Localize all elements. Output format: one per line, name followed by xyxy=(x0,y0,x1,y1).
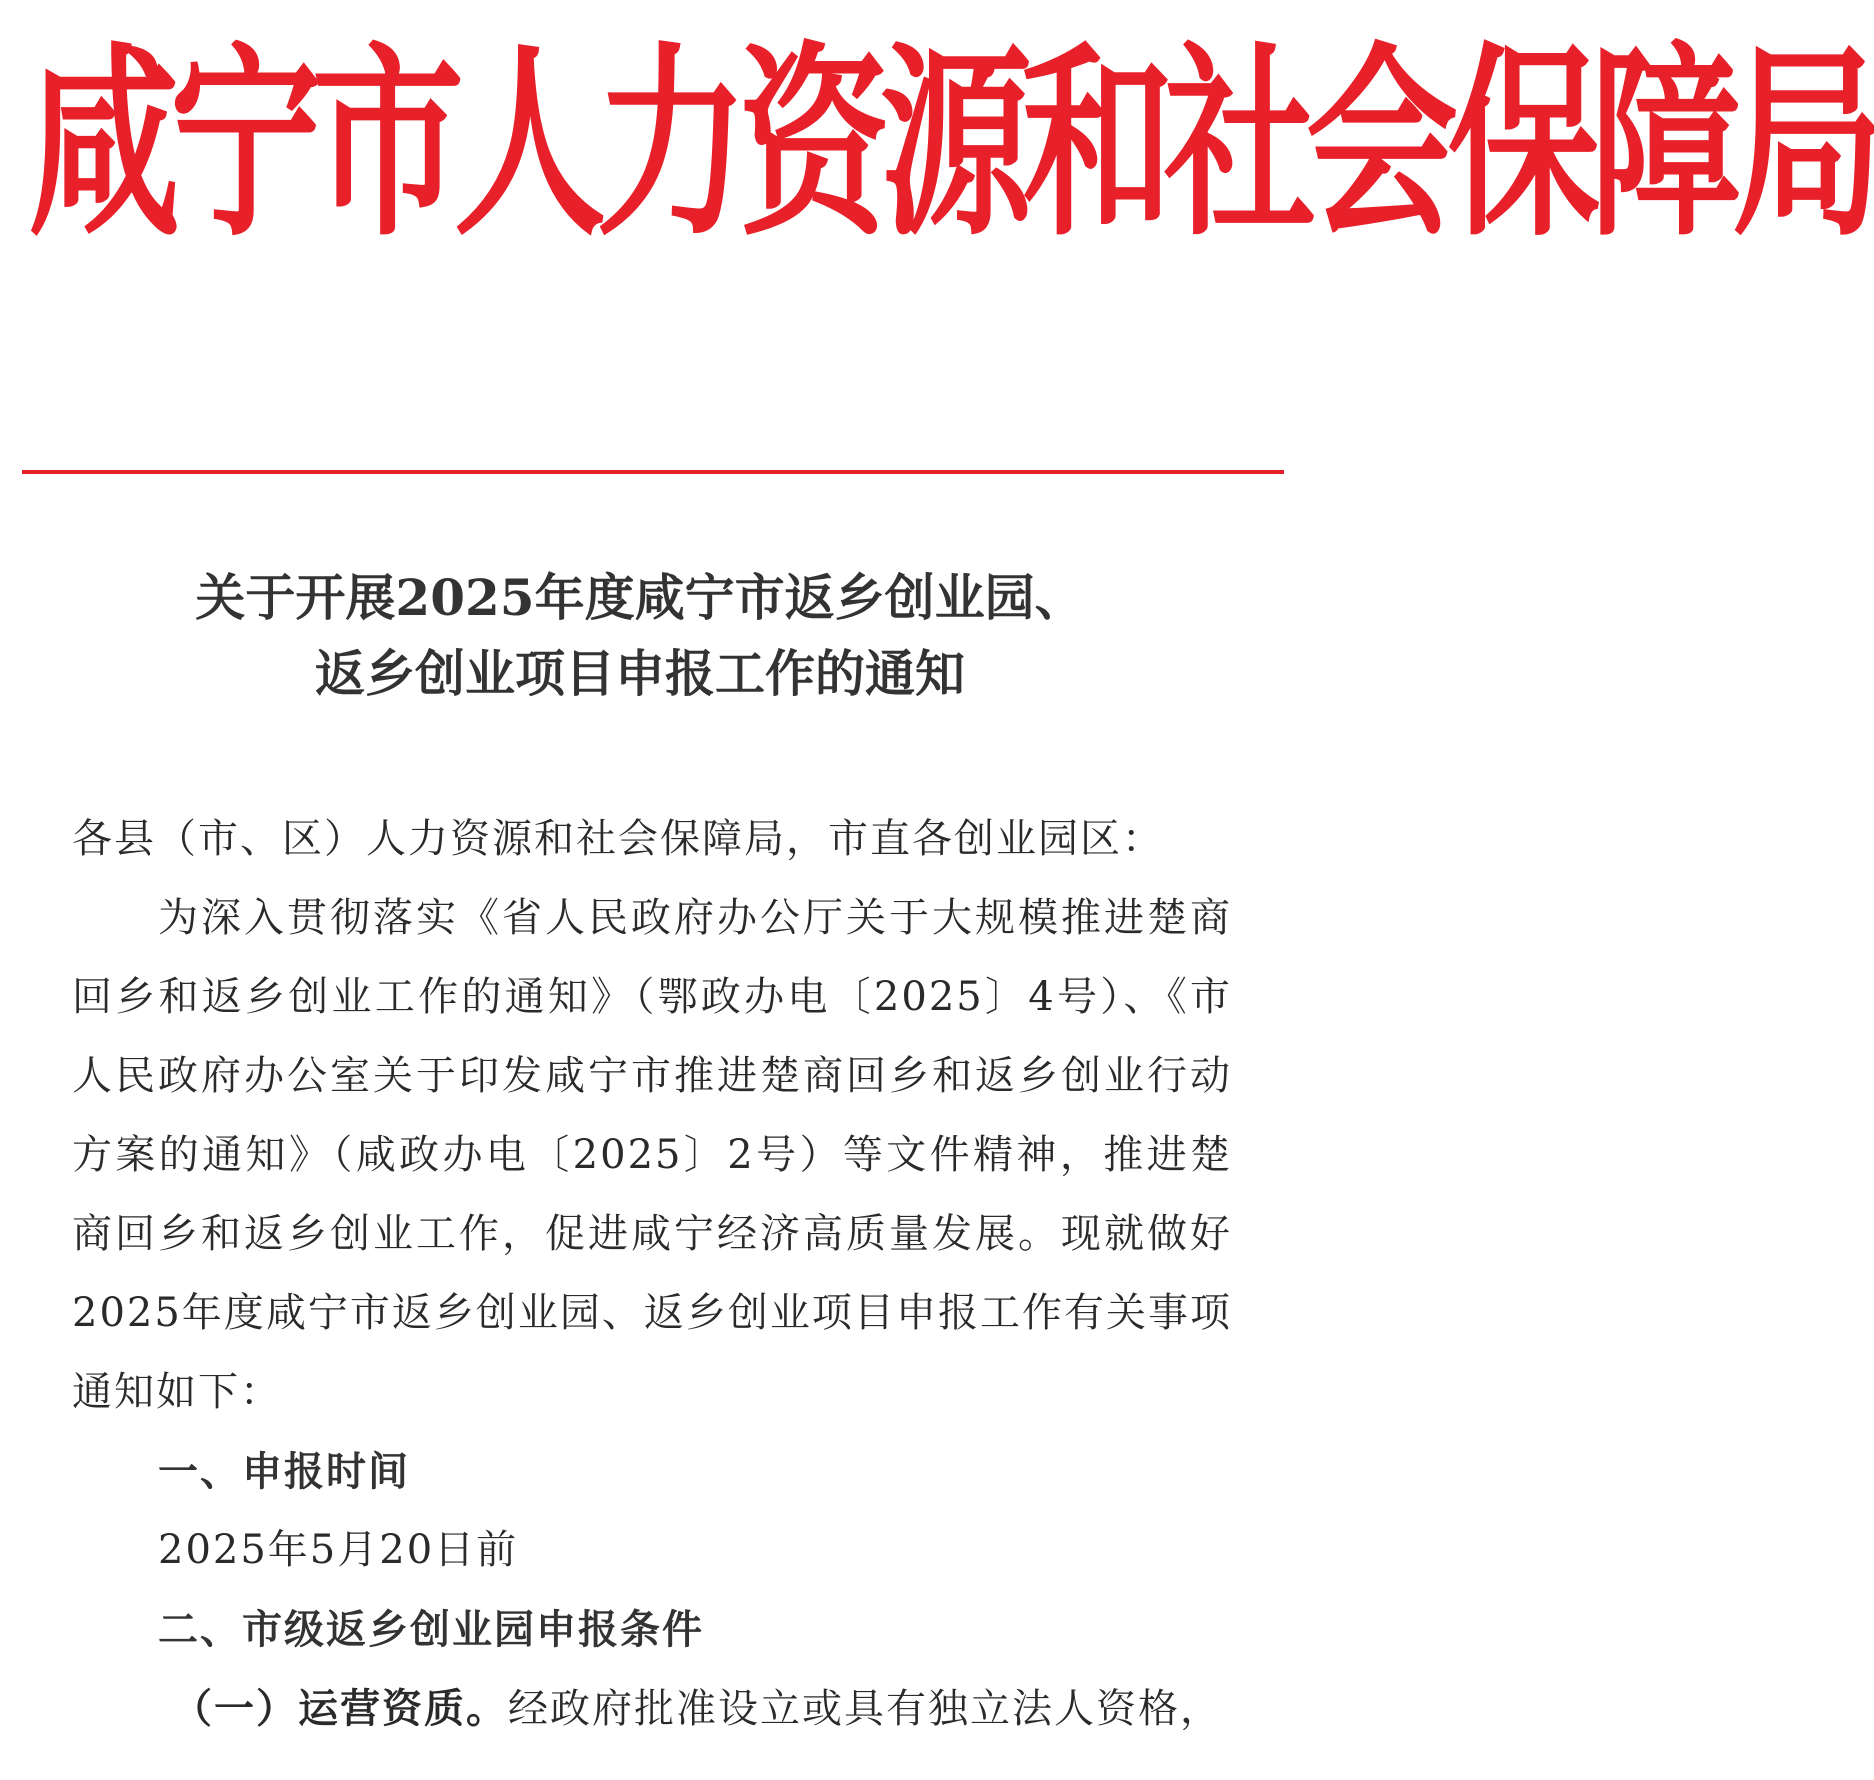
section-2-item-1 xyxy=(72,1669,1232,1749)
recipients-line: 各县（市、区）人力资源和社会保障局，市直各创业园区： xyxy=(72,816,1164,862)
section-2-item-1-label: （一）运营资质。 xyxy=(172,1685,508,1732)
masthead-org-name: 咸宁市人力资源和社会保障局 xyxy=(28,24,1874,264)
title-line-1: 关于开展2025年度咸宁市返乡创业园、 xyxy=(195,568,1085,627)
section-1-deadline: 2025年5月20日前 xyxy=(158,1527,519,1573)
section-1-heading: 一、申报时间 xyxy=(158,1448,410,1495)
title-line-2: 返乡创业项目申报工作的通知 xyxy=(315,644,965,703)
section-2-item-1-text: 经政府批准设立或具有独立法人资格， xyxy=(508,1686,1222,1732)
section-2-heading: 二、市级返乡创业园申报条件 xyxy=(158,1606,704,1653)
document-body xyxy=(72,800,1232,1749)
red-divider-line xyxy=(22,470,1284,474)
intro-paragraph: 为深入贯彻落实《省人民政府办公厅关于大规模推进楚商回乡和返乡创业工作的通知》（鄂政办电〔2025〕4号）、《市人民政府办公室关于印发咸宁市推进楚商回乡和返乡创业行动方案的通知》（咸政办电〔2025〕2号）等文件精神，推进楚商回乡和返乡创业工作，促进咸宁经济高质量发展。现就做好2025年度咸宁市返乡创业园、返乡创业项目申报工作有关事项通知如下： xyxy=(72,895,1232,1415)
document-title xyxy=(60,560,1220,712)
